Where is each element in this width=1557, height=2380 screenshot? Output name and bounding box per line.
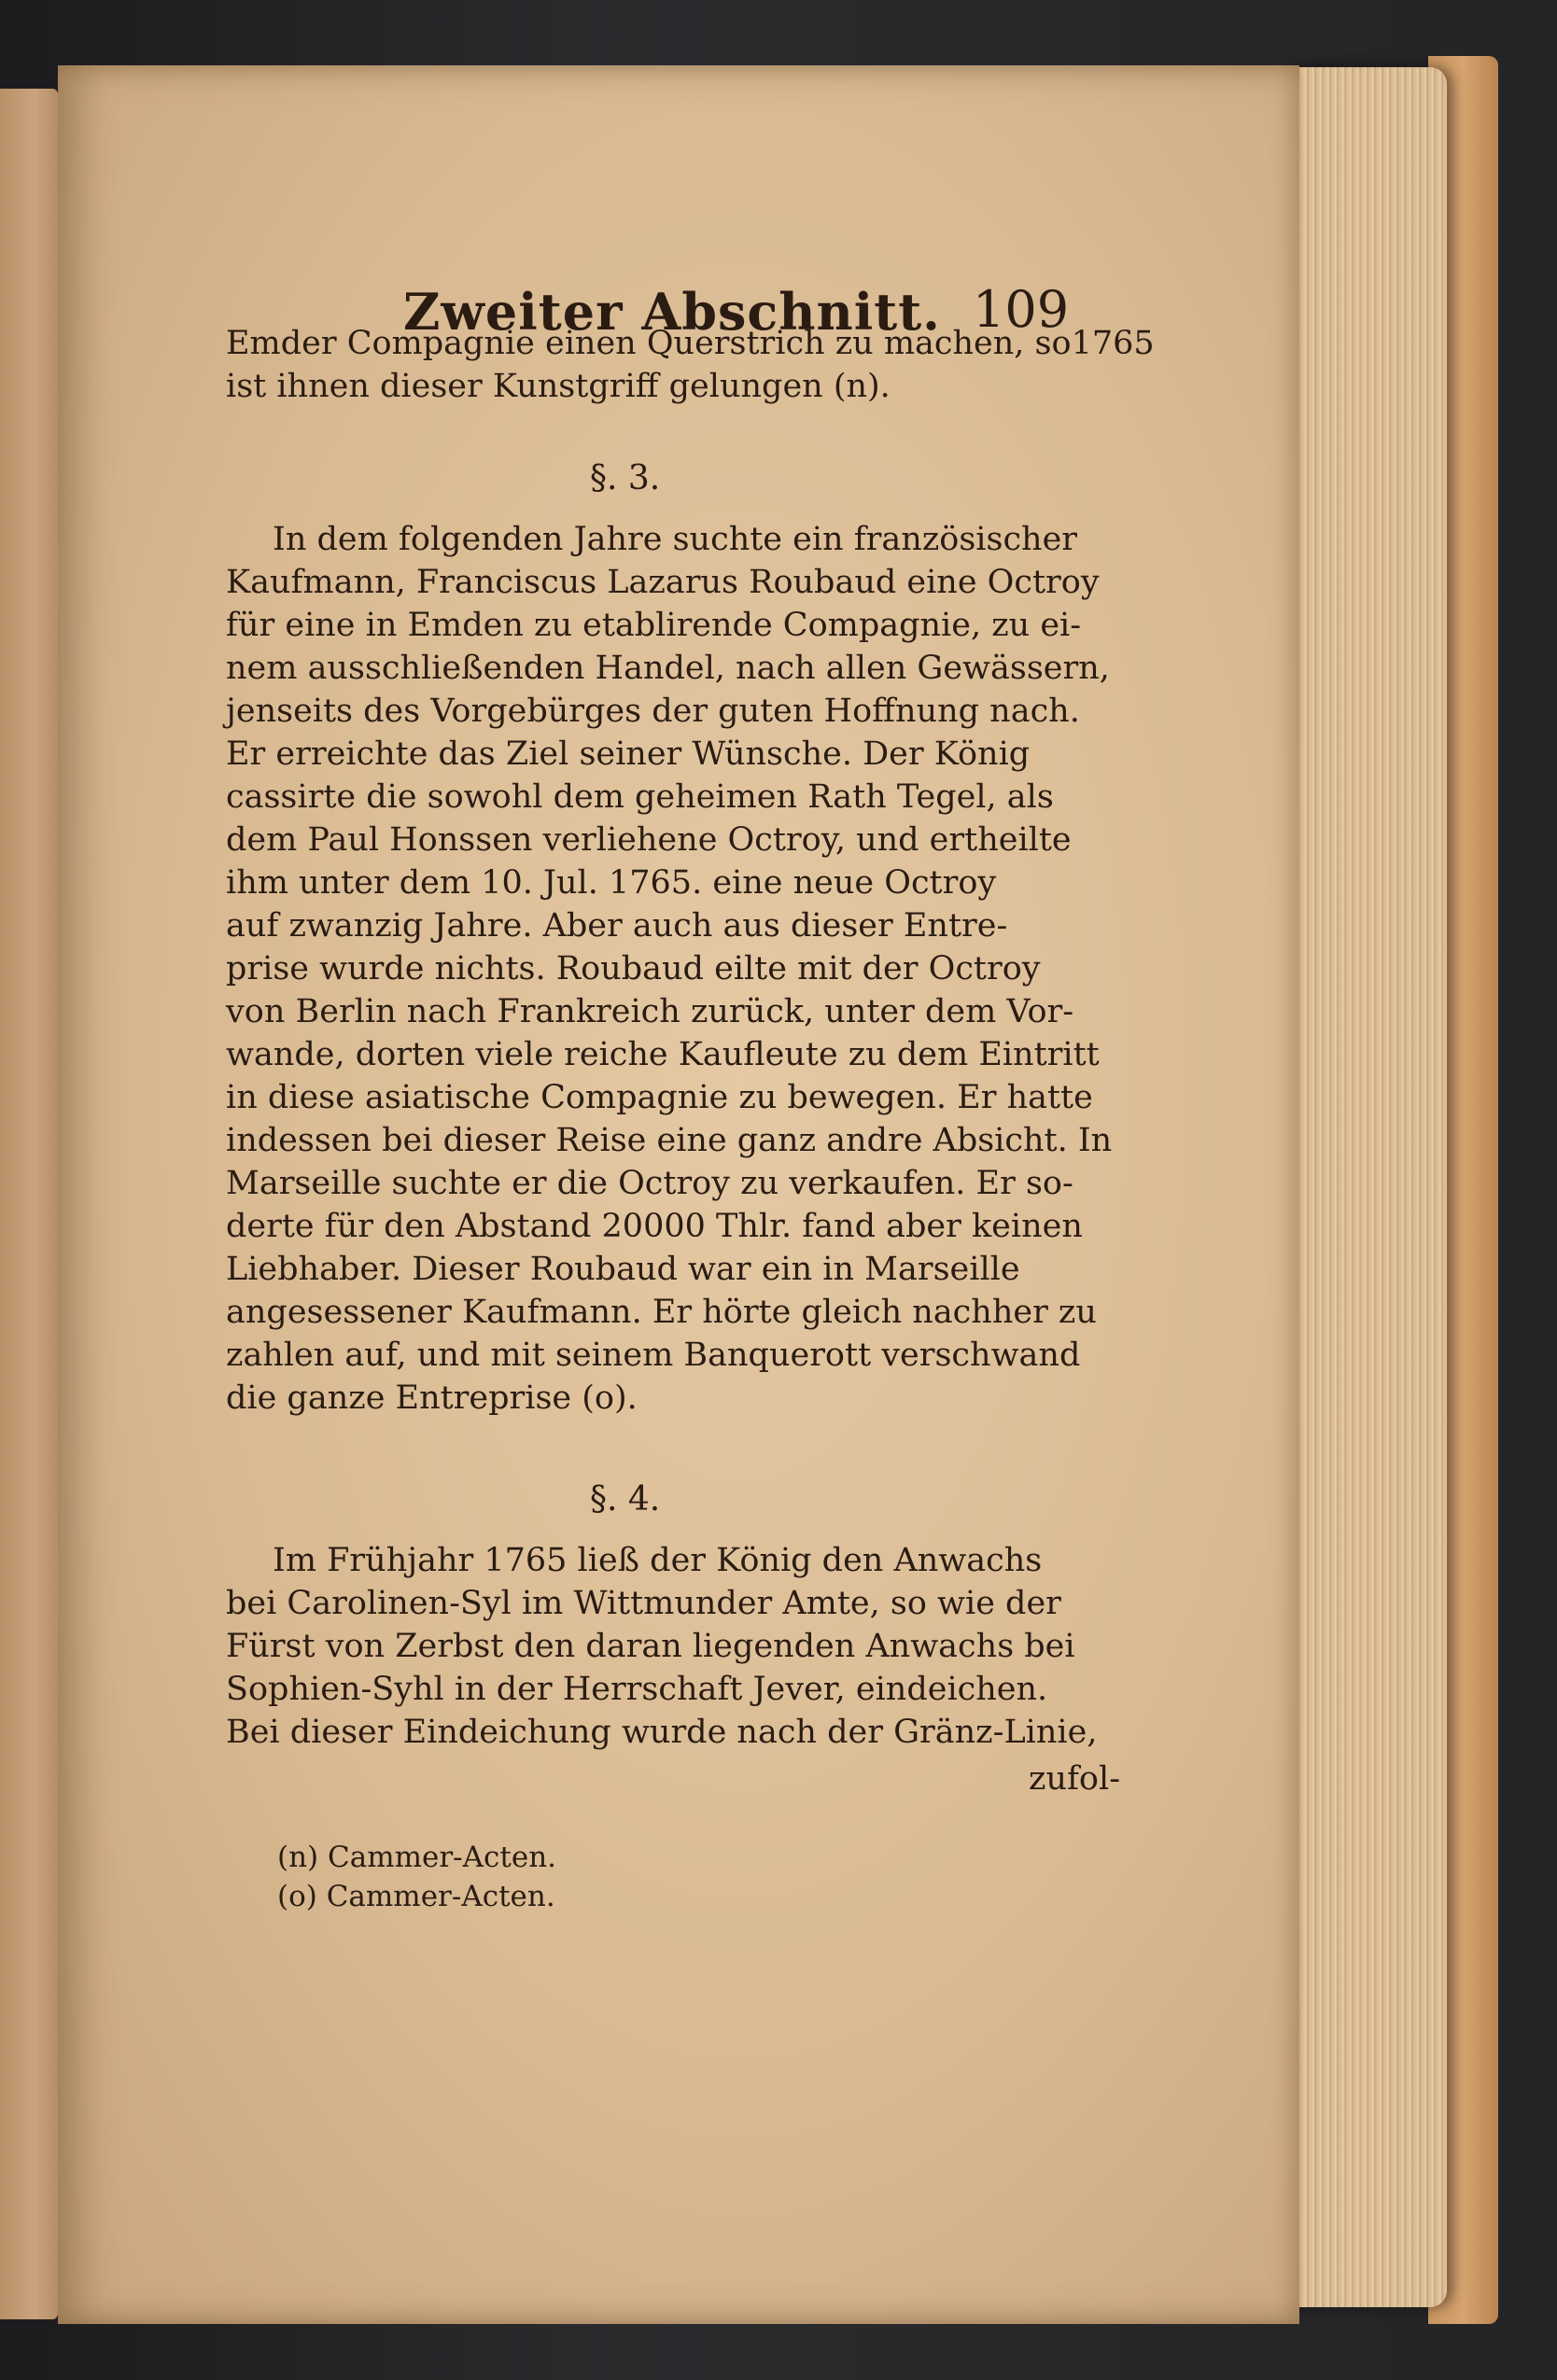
page-number: 109 [973, 280, 1070, 339]
text-line: Marseille suchte er die Octroy zu verkaufen. Er so- [226, 1165, 1073, 1202]
text-line: dem Paul Honssen verliehene Octroy, und ertheilte [226, 821, 1072, 859]
text-line: Emder Compagnie einen Querstrich zu machen, so1765 [226, 325, 1155, 362]
text-line: indessen bei dieser Reise eine ganz andre Absicht. In [226, 1122, 1113, 1159]
text-line: für eine in Emden zu etablirende Compagnie, zu ei- [226, 607, 1082, 644]
text-line: Im Frühjahr 1765 ließ der König den Anwachs [273, 1542, 1043, 1579]
catchword: zufol- [1029, 1760, 1121, 1798]
text-line: ist ihnen dieser Kunstgriff gelungen (n). [226, 368, 891, 405]
text-line: cassirte die sowohl dem geheimen Rath Tegel, als [226, 778, 1054, 816]
text-line: derte für den Abstand 20000 Thlr. fand aber keinen [226, 1208, 1083, 1245]
chapter-title: Zweiter Abschnitt. [403, 282, 941, 342]
text-line: Kaufmann, Franciscus Lazarus Roubaud eine Octroy [226, 564, 1100, 601]
text-line: Bei dieser Eindeichung wurde nach der Gränz-Linie, [226, 1714, 1098, 1751]
text-line: von Berlin nach Frankreich zurück, unter dem Vor- [226, 993, 1074, 1030]
text-line: angesessener Kaufmann. Er hörte gleich nachher zu [226, 1294, 1097, 1331]
book-page [58, 65, 1299, 2324]
text-line: Er erreichte das Ziel seiner Wünsche. Der König [226, 735, 1031, 773]
text-line: zahlen auf, und mit seinem Banquerott verschwand [226, 1337, 1081, 1374]
text-line: bei Carolinen-Syl im Wittmunder Amte, so wie der [226, 1585, 1061, 1622]
text-line: in diese asiatische Compagnie zu bewegen. Er hatte [226, 1079, 1093, 1116]
text-line: ihm unter dem 10. Jul. 1765. eine neue Octroy [226, 864, 997, 902]
text-line: Fürst von Zerbst den daran liegenden Anwachs bei [226, 1628, 1075, 1665]
text-line: die ganze Entreprise (o). [226, 1379, 638, 1417]
text-line: prise wurde nichts. Roubaud eilte mit der Octroy [226, 950, 1041, 987]
page-stack-edges [1288, 67, 1447, 2307]
left-page-edge [0, 89, 58, 2319]
text-line: jenseits des Vorgebürges der guten Hoffnung nach. [226, 693, 1080, 730]
text-line: wande, dorten viele reiche Kaufleute zu dem Eintritt [226, 1036, 1100, 1073]
text-line: In dem folgenden Jahre suchte ein französischer [273, 521, 1078, 558]
text-line: Liebhaber. Dieser Roubaud war ein in Marseille [226, 1251, 1020, 1288]
section-heading: §. 4. [590, 1480, 661, 1519]
text-line: Sophien-Syhl in der Herrschaft Jever, eindeichen. [226, 1671, 1048, 1708]
section-heading: §. 3. [590, 459, 661, 497]
footnote: (o) Cammer-Acten. [277, 1880, 555, 1913]
text-line: auf zwanzig Jahre. Aber auch aus dieser Entre- [226, 907, 1008, 945]
footnote: (n) Cammer-Acten. [277, 1841, 557, 1874]
text-line: nem ausschließenden Handel, nach allen Gewässern, [226, 650, 1110, 687]
